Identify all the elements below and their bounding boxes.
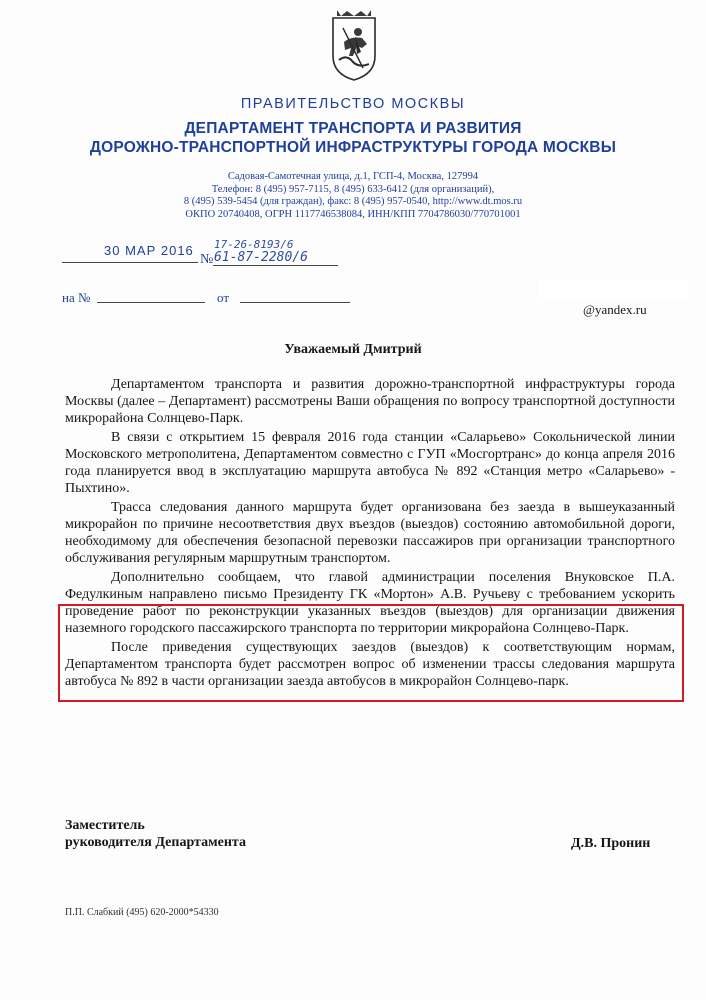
signatory-name: Д.В. Пронин: [571, 836, 651, 851]
paragraph-4-highlighted: Дополнительно сообщаем, что главой администрации поселения Внуковское П.А. Федулкиным направлено письмо Президенту ГК «Мортон» А.В. Ручьеву с требованием ускорить проведение работ по реконструкции указанных въездов (выездов) для организации движения наземного городского пассажирского транспорта по территории микрорайона Солнцево-Парк.: [65, 570, 675, 636]
signatory-title: [65, 817, 246, 851]
department-title-line2: ДОРОЖНО-ТРАНСПОРТНОЙ ИНФРАСТРУКТУРЫ ГОРОДА МОСКВЫ: [89, 139, 617, 156]
letterhead-contacts: [0, 171, 706, 221]
redacted-recipient: [538, 280, 688, 302]
number-label: №: [200, 252, 214, 267]
handwritten-reg-number-2: 61-87-2280/6: [214, 250, 308, 265]
phone-line-1: Телефон: 8 (495) 957-7115, 8 (495) 633-6412 (для организаций),: [211, 183, 495, 195]
signatory-title-line2: руководителя Департамента: [65, 835, 246, 850]
salutation: Уважаемый Дмитрий: [284, 342, 422, 357]
phone-line-2: 8 (495) 539-5454 (для граждан), факс: 8 (495) 957-0540, http://www.dt.mos.ru: [183, 196, 523, 207]
signatory-title-line1: Заместитель: [65, 818, 145, 833]
paragraph-1: Департаментом транспорта и развития дорожно-транспортной инфраструктуры города Москвы (далее – Департамент) рассмотрены Ваши обращения по вопросу транспортной доступности микрорайона Солнцево-Парк.: [65, 377, 675, 426]
paragraph-3: Трасса следования данного маршрута будет организована без заезда в вышеуказанный микрорайон по причине несоответствия двух въездов (выездов) состоянию автомобильной дороги, необходимому для обеспечения безопасной перевозки пассажиров при организации транспортного обслуживания регулярным маршрутным транспортом.: [65, 500, 675, 566]
registration-date-stamp: 30 МАР 2016: [104, 243, 194, 258]
date-underline: [62, 262, 198, 263]
registration-ids: ОКПО 20740408, ОГРН 1117746538084, ИНН/КПП 7704786030/770701001: [185, 208, 521, 220]
from-label: от: [217, 290, 230, 305]
recipient-email: @yandex.ru: [583, 302, 647, 317]
moscow-coat-of-arms-icon: [329, 8, 379, 82]
paragraph-2: В связи с открытием 15 февраля 2016 года станции «Саларьево» Сокольнической линии Московского метрополитена, Департаментом совместно с ГУП «Мосгортранс» до конца апреля 2016 года планируется ввод в эксплуатацию маршрута автобуса № 892 «Станция метро «Саларьево» - Пыхтино».: [65, 430, 675, 496]
government-title: ПРАВИТЕЛЬСТВО МОСКВЫ: [240, 96, 466, 112]
reference-underline: [97, 302, 205, 303]
number-underline: [213, 265, 338, 266]
from-underline: [240, 302, 350, 303]
executor-info: П.П. Слабкий (495) 620-2000*54330: [65, 907, 219, 918]
highlight-box: [58, 604, 684, 702]
paragraph-5: После приведения существующих заездов (выездов) к соответствующим нормам, Департаментом транспорта будет рассмотрен вопрос об изменении трассы следования маршрута автобуса № 892 в части организации заезда автобусов в микрорайон Солнцево-парк.: [65, 640, 675, 689]
handwritten-reg-number-1: 17-26-8193/6: [214, 238, 294, 251]
reference-label: на №: [62, 290, 91, 305]
department-title-line1: ДЕПАРТАМЕНТ ТРАНСПОРТА И РАЗВИТИЯ: [184, 120, 522, 137]
address: Садовая-Самотечная улица, д.1, ГСП-4, Москва, 127994: [227, 171, 479, 182]
